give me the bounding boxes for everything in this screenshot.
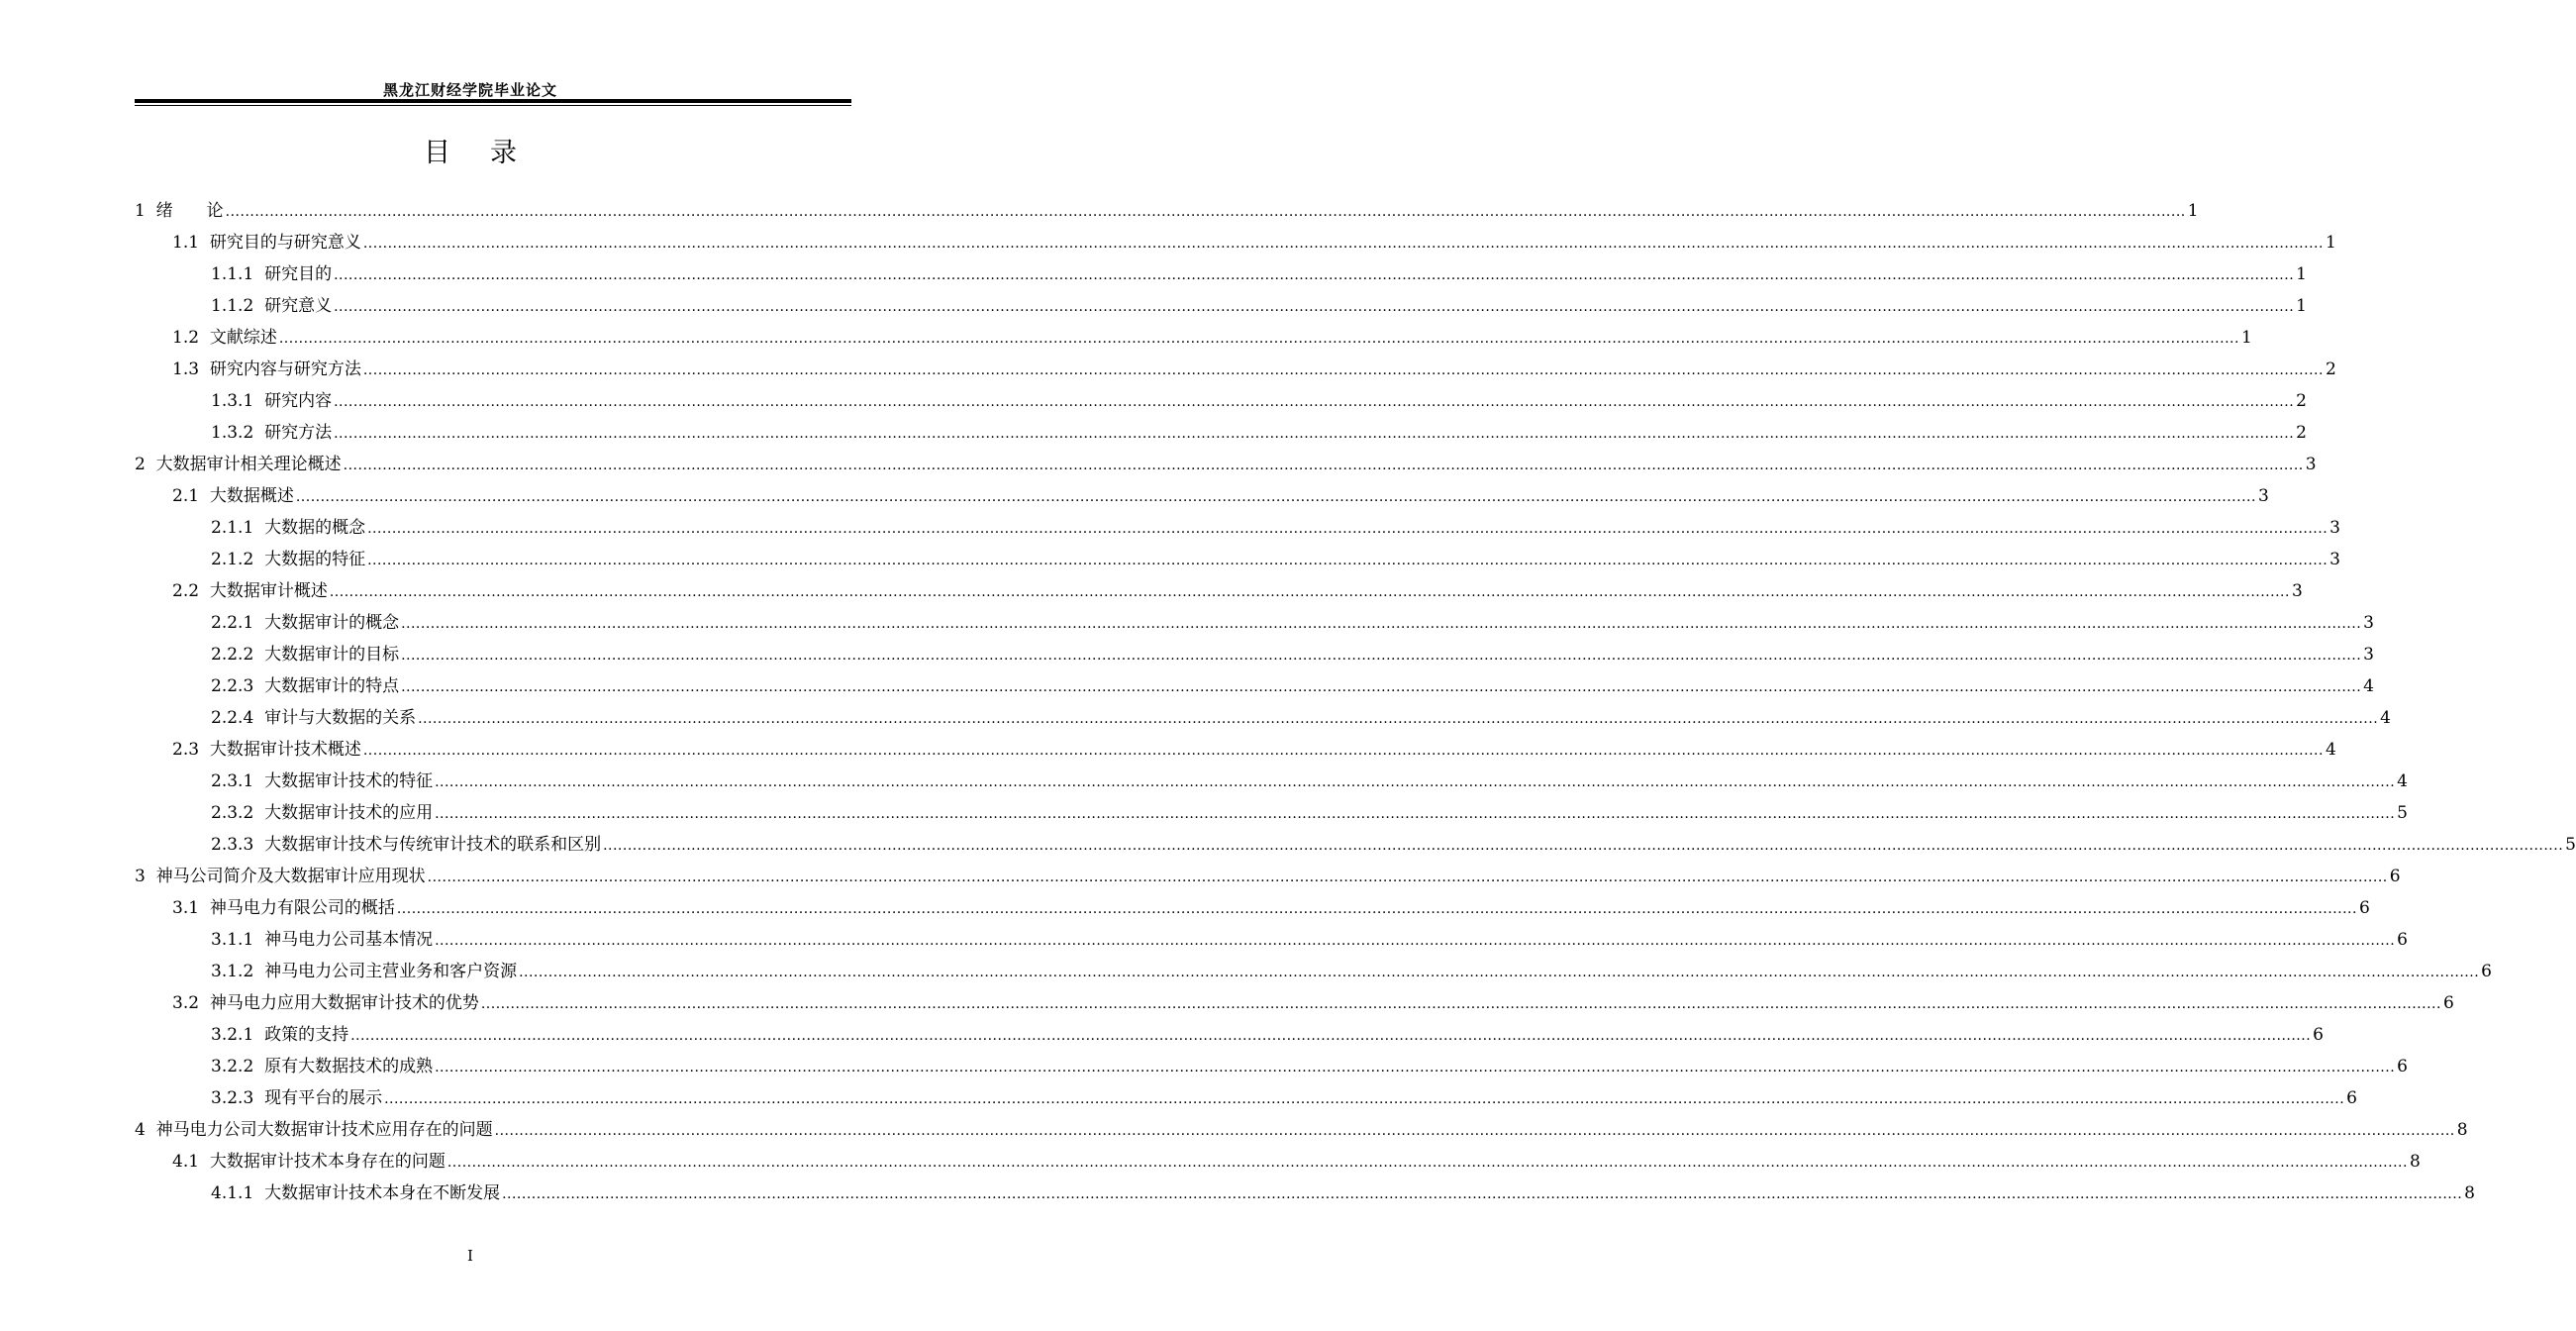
toc-leader-dots: ................................................................................................................................................................................................................................................................................................................................................................................................................ [446, 1155, 2408, 1171]
toc-entry-title: 神马电力有限公司的概括 [209, 898, 395, 918]
toc-entry-title: 研究目的与研究意义 [209, 233, 361, 253]
toc-entry[interactable] [135, 284, 2307, 316]
toc-entry-title: 大数据的特征 [264, 550, 366, 569]
toc-entry-page: 2 [2325, 359, 2336, 379]
toc-entry-page: 4 [2363, 676, 2374, 696]
toc-entry-title: 绪 论 [155, 201, 224, 221]
toc-entry-page: 6 [2346, 1088, 2357, 1108]
toc-entry-number: 1 [135, 201, 146, 221]
toc-entry-title: 审计与大数据的关系 [264, 708, 417, 728]
toc-entry-page: 5 [2565, 835, 2576, 855]
toc-leader-dots: ................................................................................................................................................................................................................................................................................................................................................................................................................ [225, 204, 2186, 220]
toc-entry-number: 2.3.3 [211, 835, 254, 855]
toc-entry-number: 4 [135, 1120, 146, 1140]
toc-entry[interactable] [135, 760, 2408, 791]
toc-entry-number: 1.3 [172, 359, 200, 379]
toc-leader-dots: ................................................................................................................................................................................................................................................................................................................................................................................................................ [362, 362, 2324, 378]
toc-entry[interactable] [135, 538, 2340, 569]
toc-entry-number: 2.2.4 [211, 708, 254, 728]
toc-entry-title: 研究方法 [264, 423, 333, 443]
toc-leader-dots: ................................................................................................................................................................................................................................................................................................................................................................................................................ [502, 1186, 2463, 1202]
toc-entry-title: 研究目的 [264, 264, 333, 284]
toc-leader-dots: ................................................................................................................................................................................................................................................................................................................................................................................................................ [494, 1123, 2455, 1139]
toc-entry[interactable] [135, 1076, 2357, 1108]
toc-list [135, 189, 2576, 1203]
toc-entry-page: 1 [2187, 201, 2199, 221]
running-header: 黑龙江财经学院毕业论文 [382, 81, 557, 99]
toc-title-char-2: 录 [490, 138, 517, 168]
toc-entry[interactable] [135, 411, 2307, 443]
toc-entry-title: 大数据审计技术概述 [209, 740, 361, 760]
toc-leader-dots: ................................................................................................................................................................................................................................................................................................................................................................................................................ [603, 838, 2564, 854]
toc-entry-page: 3 [2363, 645, 2374, 665]
toc-entry-page: 3 [2329, 518, 2340, 538]
toc-entry-number: 2.1 [172, 486, 200, 506]
toc-entry-title: 研究内容 [264, 391, 333, 411]
toc-entry[interactable] [135, 665, 2374, 696]
toc-entry-page: 2 [2296, 391, 2307, 411]
toc-entry-title: 神马电力公司基本情况 [264, 930, 434, 950]
toc-entry[interactable] [135, 950, 2492, 981]
toc-entry-title: 大数据审计技术本身存在的问题 [209, 1152, 446, 1172]
toc-entry-number: 3.2 [172, 993, 200, 1013]
toc-entry-page: 6 [2313, 1025, 2324, 1045]
toc-entry-number: 2.1.1 [211, 518, 254, 538]
toc-entry-number: 1.3.2 [211, 423, 254, 443]
toc-entry-title: 大数据审计技术本身在不断发展 [264, 1183, 501, 1203]
toc-entry[interactable] [135, 981, 2454, 1013]
toc-leader-dots: ................................................................................................................................................................................................................................................................................................................................................................................................................ [519, 965, 2480, 980]
toc-entry-number: 2.1.2 [211, 550, 254, 569]
toc-entry-page: 4 [2380, 708, 2391, 728]
toc-entry[interactable] [135, 601, 2374, 633]
toc-entry-page: 1 [2240, 328, 2252, 348]
toc-leader-dots: ................................................................................................................................................................................................................................................................................................................................................................................................................ [343, 458, 2304, 473]
toc-entry-page: 8 [2464, 1183, 2475, 1203]
toc-entry-title: 神马电力公司主营业务和客户资源 [264, 962, 518, 981]
toc-entry-page: 4 [2325, 740, 2336, 760]
toc-entry-title: 大数据的概念 [264, 518, 366, 538]
toc-leader-dots: ................................................................................................................................................................................................................................................................................................................................................................................................................ [435, 806, 2396, 822]
toc-entry-title: 神马公司简介及大数据审计应用现状 [155, 867, 426, 886]
toc-leader-dots: ................................................................................................................................................................................................................................................................................................................................................................................................................ [362, 743, 2324, 759]
toc-entry-title: 大数据概述 [209, 486, 294, 506]
toc-leader-dots: ................................................................................................................................................................................................................................................................................................................................................................................................................ [334, 426, 2295, 442]
toc-entry-page: 5 [2397, 803, 2408, 823]
toc-entry-page: 3 [2329, 550, 2340, 569]
toc-entry[interactable] [135, 823, 2576, 855]
toc-entry-title: 原有大数据技术的成熟 [264, 1057, 434, 1076]
toc-title [0, 131, 941, 169]
toc-leader-dots: ................................................................................................................................................................................................................................................................................................................................................................................................................ [384, 1091, 2345, 1107]
toc-leader-dots: ................................................................................................................................................................................................................................................................................................................................................................................................................ [362, 236, 2324, 252]
toc-entry-page: 8 [2409, 1152, 2421, 1172]
toc-entry-number: 2.3.1 [211, 771, 254, 791]
toc-entry-page: 6 [2389, 867, 2401, 886]
toc-entry-page: 3 [2305, 455, 2317, 474]
toc-entry-page: 2 [2296, 423, 2307, 443]
toc-entry[interactable] [135, 1108, 2468, 1140]
toc-entry[interactable] [135, 696, 2391, 728]
toc-leader-dots: ................................................................................................................................................................................................................................................................................................................................................................................................................ [480, 996, 2441, 1012]
header-rule-thin [135, 105, 851, 106]
toc-entry-title: 大数据审计的特点 [264, 676, 400, 696]
toc-entry[interactable] [135, 855, 2401, 886]
toc-entry[interactable] [135, 348, 2336, 379]
toc-leader-dots: ................................................................................................................................................................................................................................................................................................................................................................................................................ [427, 870, 2388, 885]
toc-entry[interactable] [135, 791, 2408, 823]
toc-entry-number: 1.2 [172, 328, 200, 348]
toc-leader-dots: ................................................................................................................................................................................................................................................................................................................................................................................................................ [418, 711, 2379, 727]
toc-entry-title: 政策的支持 [264, 1025, 349, 1045]
toc-entry-page: 6 [2397, 1057, 2408, 1076]
toc-leader-dots: ................................................................................................................................................................................................................................................................................................................................................................................................................ [435, 774, 2396, 790]
toc-entry-number: 4.1.1 [211, 1183, 254, 1203]
toc-leader-dots: ................................................................................................................................................................................................................................................................................................................................................................................................................ [401, 679, 2362, 695]
toc-entry[interactable] [135, 1172, 2475, 1203]
toc-entry-number: 2.3.2 [211, 803, 254, 823]
toc-entry[interactable] [135, 728, 2336, 760]
toc-entry[interactable] [135, 474, 2269, 506]
toc-entry[interactable] [135, 1045, 2408, 1076]
toc-entry-title: 现有平台的展示 [264, 1088, 383, 1108]
toc-entry[interactable] [135, 886, 2370, 918]
toc-entry-number: 3.2.2 [211, 1057, 254, 1076]
toc-leader-dots: ................................................................................................................................................................................................................................................................................................................................................................................................................ [401, 648, 2362, 664]
header-rule-thick [135, 99, 851, 103]
toc-entry-title: 大数据审计相关理论概述 [155, 455, 342, 474]
toc-entry-number: 3.1.2 [211, 962, 254, 981]
toc-entry-page: 3 [2291, 581, 2303, 601]
toc-entry[interactable] [135, 1140, 2421, 1172]
toc-title-char-1: 目 [424, 138, 450, 168]
toc-leader-dots: ................................................................................................................................................................................................................................................................................................................................................................................................................ [367, 521, 2328, 537]
toc-leader-dots: ................................................................................................................................................................................................................................................................................................................................................................................................................ [435, 933, 2396, 949]
toc-leader-dots: ................................................................................................................................................................................................................................................................................................................................................................................................................ [401, 616, 2362, 632]
toc-entry-number: 1.1 [172, 233, 200, 253]
toc-entry-number: 1.1.2 [211, 296, 254, 316]
toc-entry-page: 3 [2363, 613, 2374, 633]
toc-entry[interactable] [135, 1013, 2324, 1045]
toc-entry-number: 3.2.1 [211, 1025, 254, 1045]
toc-entry-number: 2.2 [172, 581, 200, 601]
toc-entry-page: 1 [2296, 296, 2307, 316]
toc-entry-title: 大数据审计技术的应用 [264, 803, 434, 823]
toc-entry-title: 神马电力公司大数据审计技术应用存在的问题 [155, 1120, 493, 1140]
toc-entry-number: 3.1 [172, 898, 200, 918]
toc-entry-title: 大数据审计的概念 [264, 613, 400, 633]
toc-entry-number: 1.3.1 [211, 391, 254, 411]
toc-entry-title: 研究内容与研究方法 [209, 359, 361, 379]
toc-entry-number: 2.2.2 [211, 645, 254, 665]
toc-entry-page: 1 [2325, 233, 2336, 253]
toc-entry[interactable] [135, 189, 2199, 221]
toc-entry-title: 大数据审计技术与传统审计技术的联系和区别 [264, 835, 602, 855]
toc-entry-number: 2.2.3 [211, 676, 254, 696]
toc-entry-title: 大数据审计的目标 [264, 645, 400, 665]
toc-leader-dots: ................................................................................................................................................................................................................................................................................................................................................................................................................ [396, 901, 2357, 917]
toc-entry-number: 2.2.1 [211, 613, 254, 633]
toc-entry-number: 4.1 [172, 1152, 200, 1172]
toc-leader-dots: ................................................................................................................................................................................................................................................................................................................................................................................................................ [350, 1028, 2312, 1044]
page-number: I [467, 1247, 473, 1265]
toc-entry-title: 大数据审计技术的特征 [264, 771, 434, 791]
toc-entry[interactable] [135, 221, 2336, 253]
toc-entry[interactable] [135, 633, 2374, 665]
toc-entry-page: 3 [2257, 486, 2269, 506]
toc-entry-number: 1.1.1 [211, 264, 254, 284]
toc-entry[interactable] [135, 443, 2317, 474]
toc-leader-dots: ................................................................................................................................................................................................................................................................................................................................................................................................................ [295, 489, 2256, 505]
toc-entry-title: 大数据审计概述 [209, 581, 328, 601]
toc-entry[interactable] [135, 569, 2303, 601]
toc-entry[interactable] [135, 506, 2340, 538]
toc-entry-title: 文献综述 [209, 328, 277, 348]
toc-entry-number: 3.2.3 [211, 1088, 254, 1108]
toc-entry[interactable] [135, 316, 2252, 348]
toc-entry-number: 3 [135, 867, 146, 886]
toc-entry-page: 6 [2481, 962, 2492, 981]
toc-entry-page: 1 [2296, 264, 2307, 284]
toc-leader-dots: ................................................................................................................................................................................................................................................................................................................................................................................................................ [334, 394, 2295, 410]
toc-entry-number: 3.1.1 [211, 930, 254, 950]
toc-leader-dots: ................................................................................................................................................................................................................................................................................................................................................................................................................ [334, 267, 2295, 283]
toc-entry-page: 6 [2397, 930, 2408, 950]
toc-entry-number: 2 [135, 455, 146, 474]
toc-leader-dots: ................................................................................................................................................................................................................................................................................................................................................................................................................ [435, 1060, 2396, 1075]
toc-entry-page: 6 [2358, 898, 2370, 918]
toc-leader-dots: ................................................................................................................................................................................................................................................................................................................................................................................................................ [278, 331, 2239, 347]
toc-entry[interactable] [135, 918, 2408, 950]
toc-leader-dots: ................................................................................................................................................................................................................................................................................................................................................................................................................ [334, 299, 2295, 315]
toc-leader-dots: ................................................................................................................................................................................................................................................................................................................................................................................................................ [329, 584, 2290, 600]
toc-entry[interactable] [135, 379, 2307, 411]
toc-entry-title: 研究意义 [264, 296, 333, 316]
toc-leader-dots: ................................................................................................................................................................................................................................................................................................................................................................................................................ [367, 553, 2328, 568]
toc-entry-page: 8 [2456, 1120, 2468, 1140]
toc-entry-page: 4 [2397, 771, 2408, 791]
toc-entry-number: 2.3 [172, 740, 200, 760]
toc-entry[interactable] [135, 253, 2307, 284]
toc-entry-title: 神马电力应用大数据审计技术的优势 [209, 993, 479, 1013]
toc-entry-page: 6 [2442, 993, 2454, 1013]
